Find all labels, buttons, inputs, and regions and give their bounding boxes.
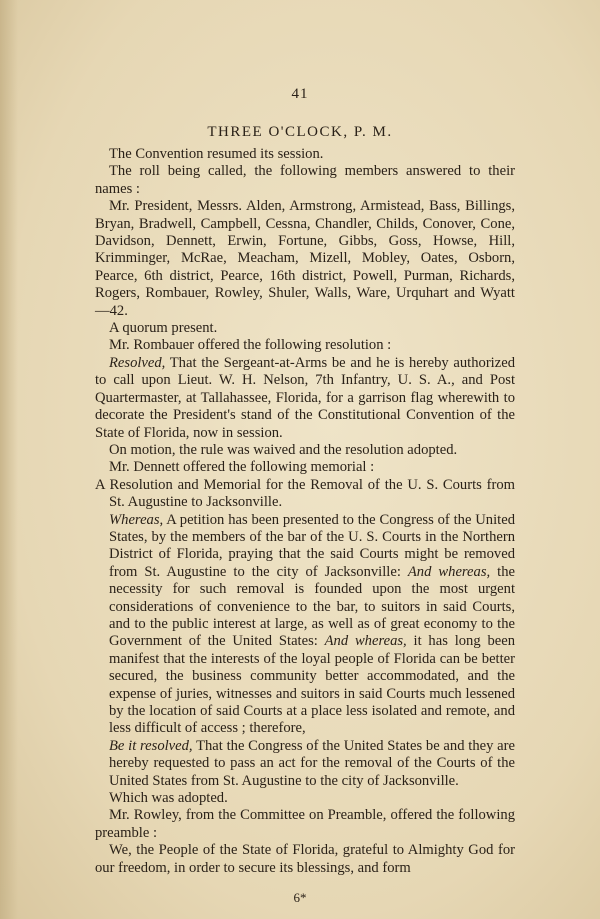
body-text bbox=[95, 146, 515, 877]
paragraph-rombauer-offer: Mr. Rombauer offered the following resolution : bbox=[109, 337, 392, 354]
signature-mark: 6* bbox=[293, 890, 307, 905]
whereas-text-b: the necessity for such removal is founded upon the most urgent considerations of convenience to the bar, to suitors in said Courts, and to the public interest at large, as well as of great economy to the Government of the United States: bbox=[109, 563, 516, 650]
memorial-title: A Resolution and Memorial for the Removal of the U. S. Courts from St. Augustine to Jacksonville. bbox=[95, 476, 515, 511]
be-it-resolved-text: That the Congress of the United States be and they are hereby requested to pass an act for the removal of the Courts of the United States from St. Augustine to the city of Jacksonville. bbox=[109, 737, 515, 789]
page-number: 41 bbox=[291, 86, 309, 102]
whereas-mid-2: And whereas, bbox=[324, 633, 407, 650]
paragraph-whereas bbox=[109, 512, 515, 738]
paragraph-rowley-offer: Mr. Rowley, from the Committee on Preamble, offered the following preamble : bbox=[95, 807, 515, 841]
paragraph-adopted: Which was adopted. bbox=[109, 790, 228, 807]
paragraph-resolution bbox=[95, 355, 515, 442]
paragraph-roll-call: The roll being called, the following members answered to their names : bbox=[95, 163, 515, 197]
paragraph-dennett-offer: Mr. Dennett offered the following memorial : bbox=[109, 459, 375, 476]
paragraph-quorum: A quorum present. bbox=[109, 320, 218, 337]
paragraph-be-it-resolved bbox=[109, 738, 515, 790]
section-heading: THREE O'CLOCK, P. M. bbox=[207, 124, 393, 140]
paragraph-motion: On motion, the rule was waived and the resolution adopted. bbox=[109, 441, 458, 458]
paragraph-session-resumed: The Convention resumed its session. bbox=[109, 146, 324, 162]
resolution-lead: Resolved, bbox=[109, 354, 166, 371]
paragraph-member-list: Mr. President, Messrs. Alden, Armstrong, Armistead, Bass, Billings, Bryan, Bradwell, Campbell, Cessna, Chandler, Childs, Conover, Cone, Davidson, Dennett, Erwin, Fortune, Gibbs, Goss, Howse, Hill, Krimminger, McRae, Meacham, Mizell, Mobley, Oates, Osborn, Pearce, 6th district, Pearce, 16th district, Powell, Purman, Richards, Rogers, Rombauer, Rowley, Shuler, Walls, Ware, Urquhart and Wyatt—42. bbox=[95, 198, 515, 319]
whereas-lead: Whereas, bbox=[109, 511, 164, 528]
resolution-text: That the Sergeant-at-Arms be and he is hereby authorized to call upon Lieut. W. H. Nelson, 7th Infantry, U. S. A., and Post Quartermaster, at Tallahassee, Florida, for a garrison flag wherewith to decorate the President's stand of the Constitutional Convention of the State of Florida, now in session. bbox=[95, 354, 515, 441]
whereas-text-a: A petition has been presented to the Congress of the United States, by the members of the bar of the U. S. Courts in the Northern District of Florida, praying that the said Courts might be removed from St. Augustine to the city of Jacksonville: bbox=[109, 511, 515, 580]
whereas-mid-1: And whereas, bbox=[407, 563, 491, 580]
paragraph-preamble: We, the People of the State of Florida, grateful to Almighty God for our freedom, in order to secure its blessings, and form bbox=[95, 842, 515, 876]
be-it-resolved-lead: Be it resolved, bbox=[109, 737, 193, 754]
whereas-text-c: it has long been manifest that the interests of the loyal people of Florida can be better secured, the business community better accommodated, and the expense of juries, witnesses and suitors in said Courts much lessened by the location of said Courts at a place less isolated and remote, and less difficult of access ; therefore, bbox=[109, 633, 516, 737]
